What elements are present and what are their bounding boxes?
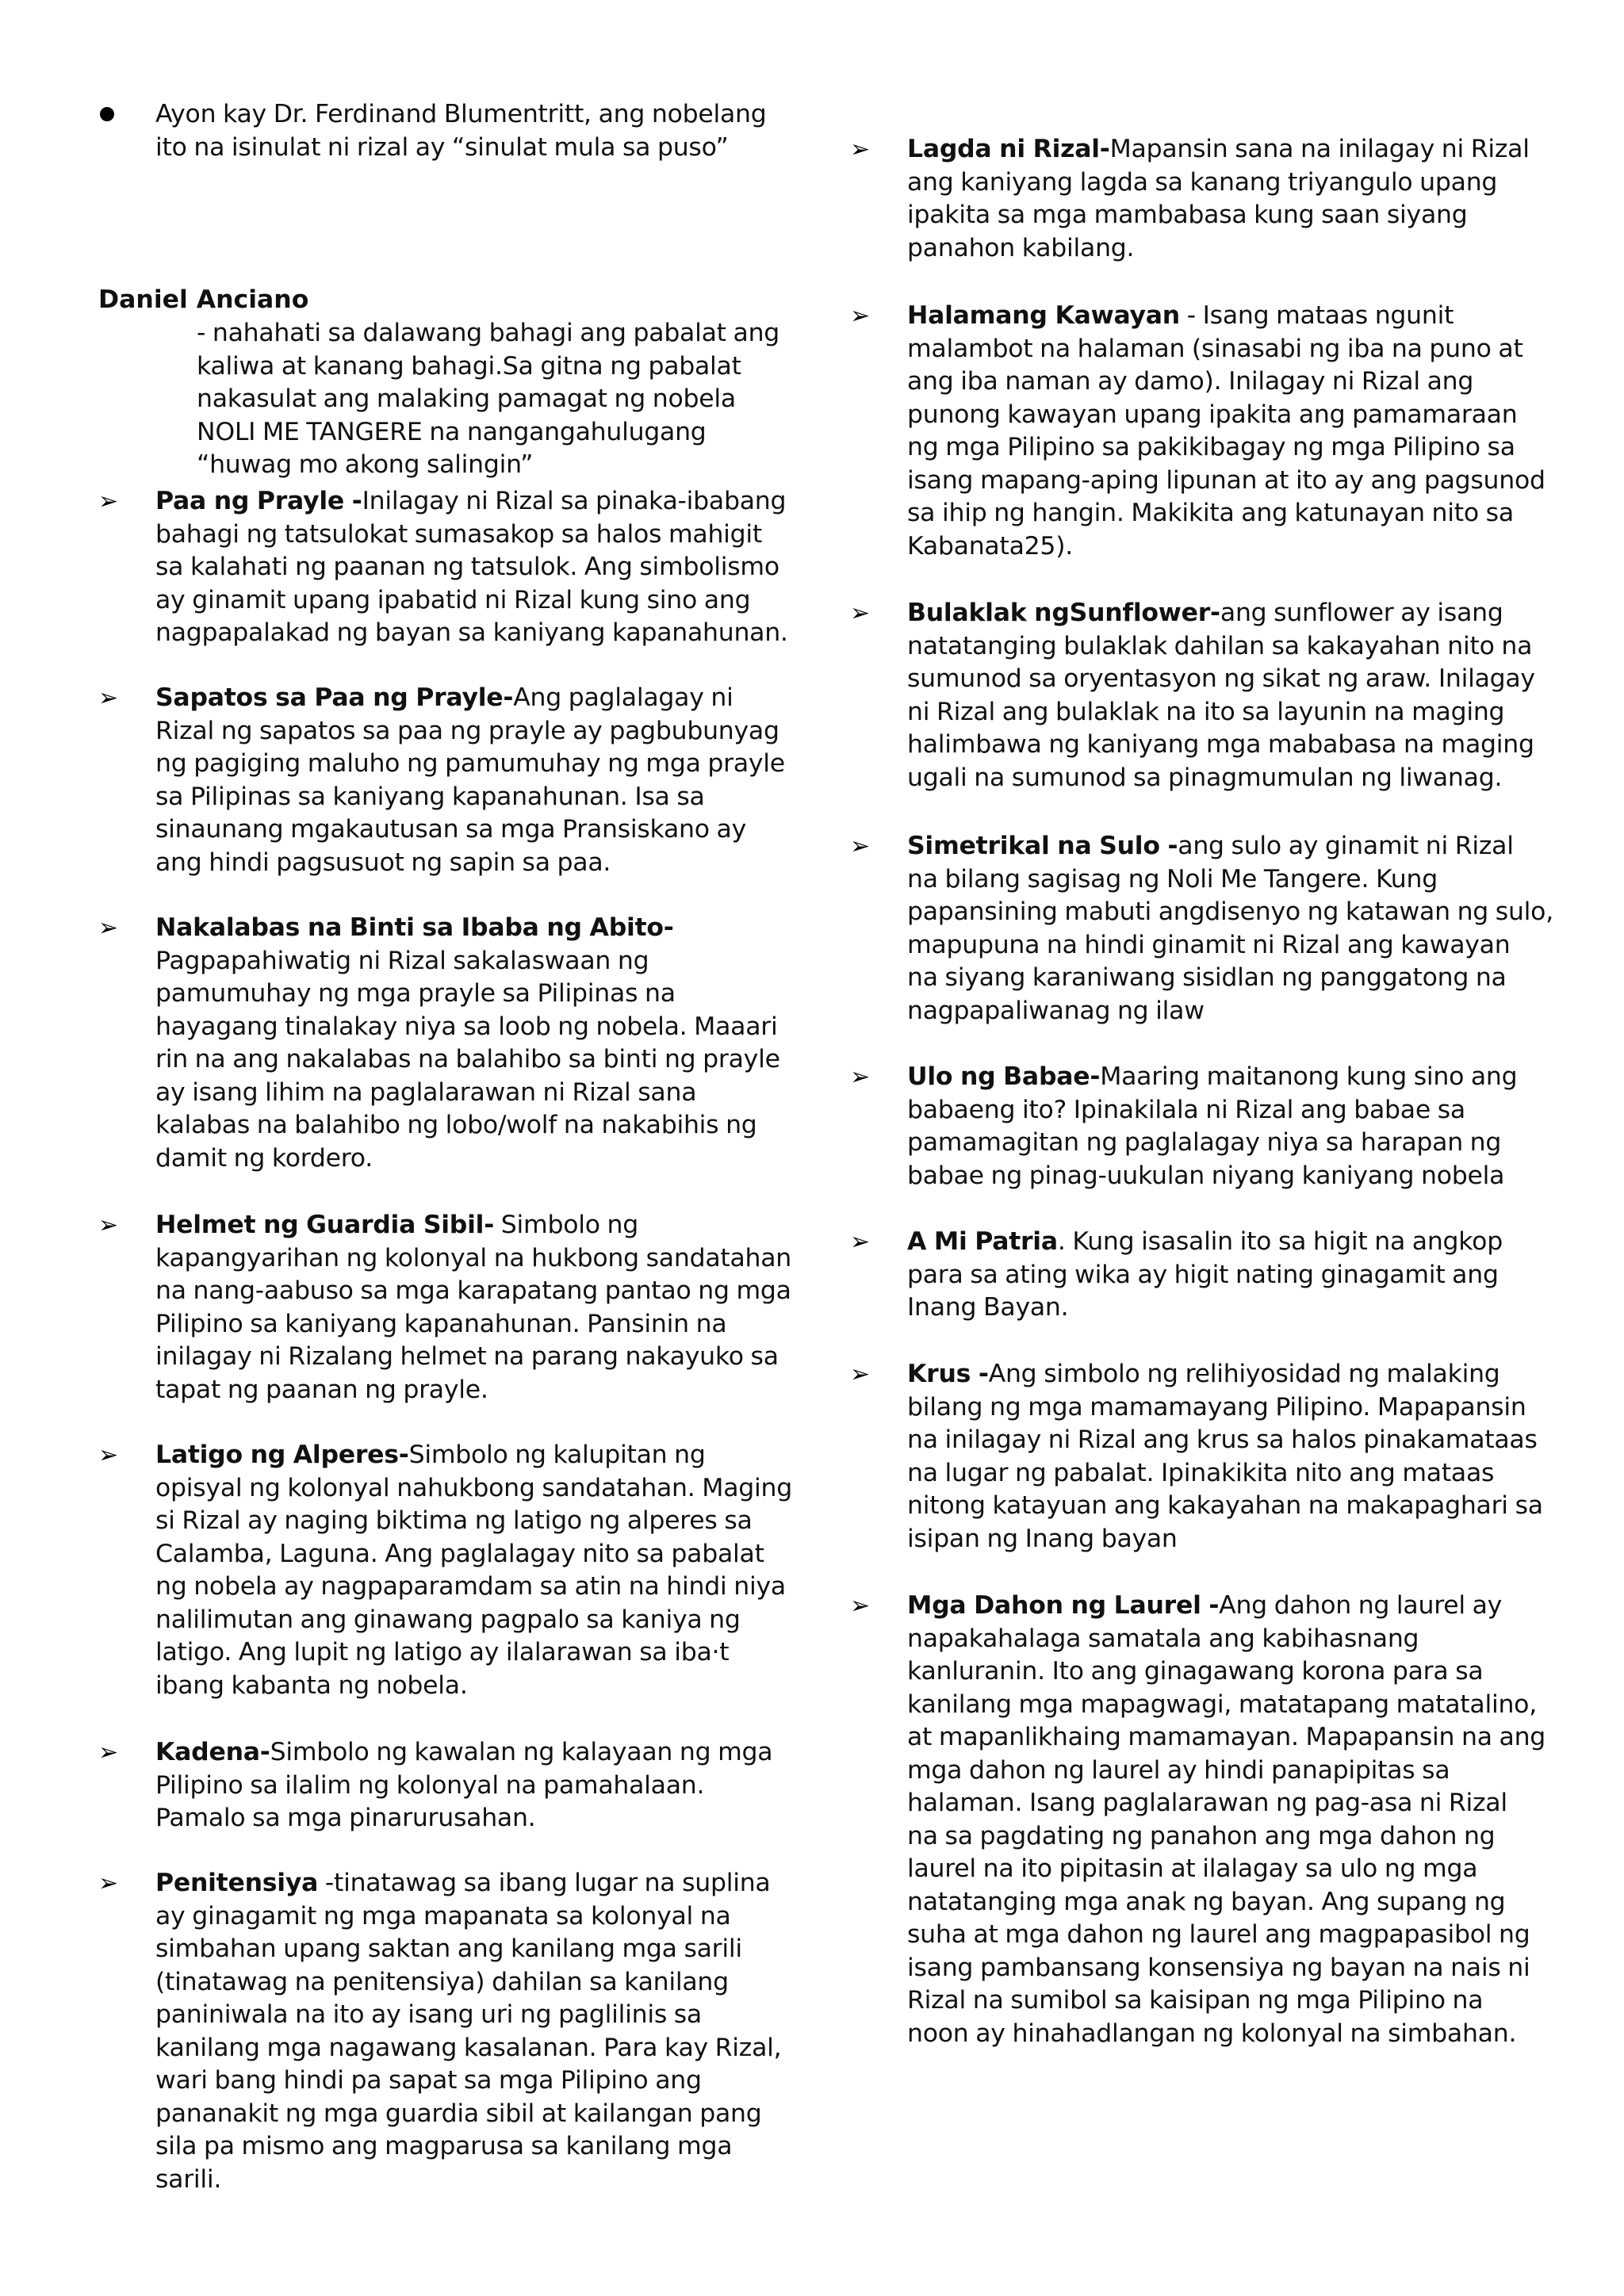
- item-line: kanilang mga nagawang kasalanan. Para kay Rizal,: [155, 2033, 782, 2062]
- item-line: papansining mabuti angdisenyo ng katawan ng sulo,: [907, 897, 1553, 926]
- item-line: -tinatawag sa ibang lugar na suplina: [318, 1869, 771, 1897]
- arrow-bullet-icon: ➢: [850, 302, 871, 330]
- item-line: tapat ng paanan ng prayle.: [155, 1375, 488, 1404]
- item-line: mga dahon ng laurel ay hindi panapipitas sa: [907, 1755, 1450, 1785]
- item-label: Ulo ng Babae-: [907, 1062, 1101, 1091]
- arrow-bullet-icon: ➢: [98, 684, 119, 712]
- arrow-bullet-icon: ➢: [98, 1739, 119, 1766]
- item-line: babaeng ito? Ipinakilala ni Rizal ang babae sa: [907, 1095, 1465, 1124]
- item-line: ang sulo ay ginamit ni Rizal: [1178, 832, 1514, 860]
- item-line: na nang-aabuso sa mga karapatang pantao ng mga: [155, 1276, 791, 1305]
- author-line: kaliwa at kanang bahagi.Sa gitna ng pabalat: [197, 351, 741, 381]
- item-line: Ang paglalagay ni: [513, 683, 733, 712]
- item-line: isang mapang-aping lipunan at ito ay ang pagsunod: [907, 465, 1545, 495]
- item-line: ng nobela ay nagpaparamdam sa atin na hindi niya: [155, 1572, 786, 1601]
- item-label: Krus -: [907, 1360, 989, 1388]
- item-line: rin na ang nakalabas na balahibo sa binti ng prayle: [155, 1045, 780, 1073]
- author-line: - nahahati sa dalawang bahagi ang pabalat ang: [197, 319, 780, 347]
- item-line: Maaring maitanong kung sino ang: [1100, 1062, 1518, 1091]
- list-item: [907, 597, 1535, 794]
- item-line: sumunod sa oryentasyon ng sikat ng araw. Inilagay: [907, 664, 1535, 693]
- item-label: Latigo ng Alperes-: [155, 1441, 409, 1469]
- item-line: pamamagitan ng paglalagay niya sa harapan ng: [907, 1128, 1502, 1157]
- item-line: sa kalahati ng paanan ng tatsulok. Ang simbolismo: [155, 553, 779, 581]
- list-item: [155, 1209, 791, 1406]
- item-line: nagpapalakad ng bayan sa kaniyang kapanahunan.: [155, 618, 788, 647]
- arrow-bullet-icon: ➢: [98, 914, 119, 942]
- item-line: nalilimutan ang ginawang pagpalo sa kaniya ng: [155, 1605, 741, 1634]
- item-line: ang kaniyang lagda sa kanang triyangulo upang: [907, 167, 1498, 197]
- item-line: isipan ng Inang bayan: [907, 1524, 1178, 1553]
- item-line: panahon kabilang.: [907, 233, 1135, 262]
- item-line: Pilipino sa kaniyang kapanahunan. Pansinin na: [155, 1309, 727, 1338]
- intro-paragraph: [155, 98, 766, 164]
- item-line: hayagang tinalakay niya sa loob ng nobela. Maaari: [155, 1012, 778, 1041]
- list-item: [907, 300, 1545, 563]
- item-line: ay ginagamit ng mga mapanata sa kolonyal na: [155, 1901, 731, 1931]
- item-line: sinaunang mgakautusan sa mga Pransiskano ay: [155, 815, 746, 844]
- item-line: Rizal ng sapatos sa paa ng prayle ay pagbubunyag: [155, 716, 779, 745]
- item-line: na inilagay ni Rizal ang krus sa halos pinakamataas: [907, 1425, 1538, 1454]
- item-line: paniniwala na ito ay isang uri ng paglilinis sa: [155, 2000, 702, 2029]
- item-line: pamumuhay ng mga prayle sa Pilipinas na: [155, 979, 676, 1008]
- author-name: Daniel Anciano: [98, 285, 309, 314]
- item-line: babae ng pinag-uukulan niyang kaniyang nobela: [907, 1161, 1505, 1190]
- item-line: opisyal ng kolonyal nahukbong sandatahan. Maging: [155, 1473, 792, 1502]
- item-line: sa Pilipinas sa kaniyang kapanahunan. Isa sa: [155, 782, 705, 811]
- item-line: bahagi ng tatsulokat sumasakop sa halos mahigit: [155, 519, 763, 549]
- arrow-bullet-icon: ➢: [850, 1360, 871, 1388]
- list-item: [155, 912, 780, 1175]
- item-line: na siyang karaniwang sisidlan ng panggatong na: [907, 963, 1507, 992]
- item-label: Penitensiya: [155, 1869, 319, 1897]
- item-line: noon ay hinahadlangan ng kolonyal na simbahan.: [907, 2019, 1517, 2048]
- item-line: ay ginamit upang ipabatid ni Rizal kung sino ang: [155, 585, 751, 614]
- list-item: [907, 1061, 1517, 1192]
- item-line: Ang dahon ng laurel ay: [1219, 1591, 1503, 1620]
- item-label: A Mi Patria: [907, 1227, 1058, 1256]
- item-line: kanilang mga mapagwagi, matatapang matatalino,: [907, 1689, 1537, 1719]
- list-item: [155, 1867, 781, 2196]
- item-line: ng mga Pilipino sa pakikibagay ng mga Pilipino sa: [907, 433, 1515, 461]
- item-line: kapangyarihan ng kolonyal na hukbong sandatahan: [155, 1243, 792, 1272]
- item-label: Sapatos sa Paa ng Prayle-: [155, 683, 514, 712]
- item-label: Nakalabas na Binti sa Ibaba ng Abito-: [155, 913, 674, 942]
- arrow-bullet-icon: ➢: [850, 599, 871, 627]
- arrow-bullet-icon: ➢: [850, 1592, 871, 1620]
- arrow-bullet-icon: ➢: [850, 1228, 871, 1256]
- item-line: para sa ating wika ay higit nating ginagamit ang: [907, 1260, 1499, 1289]
- item-line: Ang simbolo ng relihiyosidad ng malaking: [988, 1360, 1500, 1388]
- item-line: (tinatawag na penitensiya) dahilan sa kanilang: [155, 1967, 729, 1996]
- item-line: ugali na sumunod sa pinagmumulan ng liwanag.: [907, 763, 1503, 792]
- item-line: nitong katayuan ang kakayahan na makapaghari sa: [907, 1491, 1543, 1520]
- item-line: mapupuna na hindi ginamit ni Rizal ang kawayan: [907, 930, 1511, 959]
- item-line: kanluranin. Ito ang ginagawang korona para sa: [907, 1657, 1484, 1686]
- item-line: sa ihip ng hangin. Makikita ang katunayan nito sa: [907, 499, 1514, 527]
- author-line: “huwag mo akong salingin”: [197, 450, 534, 479]
- arrow-bullet-icon: ➢: [850, 136, 871, 163]
- item-line: Pagpapahiwatig ni Rizal sakalaswaan ng: [155, 946, 649, 975]
- author-description: [197, 317, 779, 482]
- item-line: ay isang lihim na paglalarawan ni Rizal sana: [155, 1077, 697, 1107]
- item-label: Bulaklak ngSunflower-: [907, 599, 1220, 627]
- item-line: Simbolo ng: [494, 1211, 638, 1239]
- arrow-bullet-icon: ➢: [850, 832, 871, 860]
- item-line: kalabas na balahibo ng lobo/wolf na nakabihis ng: [155, 1111, 757, 1139]
- item-line: . Kung isasalin ito sa higit na angkop: [1057, 1227, 1503, 1256]
- item-line: ang sunflower ay isang: [1220, 599, 1503, 627]
- item-line: - Isang mataas ngunit: [1179, 301, 1454, 330]
- item-line: wari bang hindi pa sapat sa mga Pilipino ang: [155, 2066, 702, 2095]
- item-line: Kabanata25).: [907, 531, 1074, 561]
- intro-line: Ayon kay Dr. Ferdinand Blumentritt, ang nobelang: [155, 100, 767, 128]
- arrow-bullet-icon: ➢: [850, 1063, 871, 1091]
- item-line: suha at mga dahon ng laurel ang magpapasibol ng: [907, 1920, 1530, 1949]
- item-line: ibang kabanta ng nobela.: [155, 1670, 468, 1700]
- arrow-bullet-icon: ➢: [98, 488, 119, 515]
- list-item: [907, 1590, 1545, 2050]
- list-item: [907, 133, 1530, 265]
- list-item: [155, 1736, 772, 1835]
- bullet-dot-icon: [100, 107, 114, 121]
- item-line: napakahalaga samatala ang kabihasnang: [907, 1624, 1419, 1653]
- item-line: ang hindi pagsusuot ng sapin sa paa.: [155, 848, 611, 877]
- item-line: halimbawa ng kaniyang mga mababasa na maging: [907, 730, 1534, 759]
- item-line: ni Rizal ang bulaklak na ito sa layunin na maging: [907, 697, 1505, 726]
- item-line: si Rizal ay naging biktima ng latigo ng alperes sa: [155, 1506, 753, 1535]
- item-line: pananakit ng mga guardia sibil at kailangan pang: [155, 2099, 762, 2128]
- author-line: NOLI ME TANGERE na nangangahulugang: [197, 417, 707, 446]
- item-line: damit ng kordero.: [155, 1143, 373, 1173]
- item-line: Pilipino sa ilalim ng kolonyal na pamahalaan.: [155, 1770, 705, 1800]
- item-line: Mapansin sana na inilagay ni Rizal: [1109, 135, 1530, 163]
- intro-line: ito na isinulat ni rizal ay “sinulat mula sa puso”: [155, 132, 729, 162]
- list-item: [155, 1439, 792, 1702]
- item-line: at mapanlikhaing mamamayan. Mapapansin na ang: [907, 1723, 1546, 1751]
- list-item: [907, 830, 1553, 1027]
- item-line: na bilang sagisag ng Noli Me Tangere. Kung: [907, 864, 1438, 894]
- item-label: Mga Dahon ng Laurel -: [907, 1591, 1220, 1620]
- item-line: simbahan upang saktan ang kanilang mga sarili: [155, 1934, 742, 1963]
- item-line: halaman. Isang paglalarawan ng pag-asa ni Rizal: [907, 1789, 1507, 1817]
- arrow-bullet-icon: ➢: [98, 1211, 119, 1239]
- arrow-bullet-icon: ➢: [98, 1869, 119, 1897]
- item-line: Rizal na sumibol sa kaisipan ng mga Pilipino na: [907, 1986, 1484, 2015]
- item-line: laurel na ito pipitasin at ilalagay sa ulo ng mga: [907, 1854, 1478, 1883]
- item-line: Simbolo ng kawalan ng kalayaan ng mga: [270, 1738, 773, 1766]
- item-line: Inilagay ni Rizal sa pinaka-ibabang: [362, 487, 787, 515]
- item-line: Simbolo ng kalupitan ng: [408, 1441, 706, 1469]
- item-label: Paa ng Prayle -: [155, 487, 362, 515]
- item-line: isang pambansang konsensiya ng bayan na nais ni: [907, 1953, 1530, 1982]
- list-item: [907, 1358, 1543, 1556]
- item-line: na lugar ng pabalat. Ipinakikita nito ang mataas: [907, 1458, 1495, 1487]
- item-line: natatanging bulaklak dahilan sa kakayahan nito na: [907, 631, 1533, 660]
- item-line: sila pa mismo ang magparusa sa kanilang mga: [155, 2132, 733, 2160]
- item-label: Halamang Kawayan: [907, 301, 1180, 330]
- item-line: punong kawayan upang ipakita ang pamamaraan: [907, 400, 1518, 429]
- item-line: Calamba, Laguna. Ang paglalagay nito sa pabalat: [155, 1539, 764, 1568]
- item-line: malambot na halaman (sinasabi ng iba na puno at: [907, 334, 1523, 363]
- item-line: ipakita sa mga mambabasa kung saan siyang: [907, 201, 1468, 229]
- item-line: ng pagiging maluho ng pamumuhay ng mga prayle: [155, 749, 785, 778]
- item-label: Helmet ng Guardia Sibil-: [155, 1211, 495, 1239]
- list-item: [155, 485, 788, 650]
- list-item: [155, 682, 785, 879]
- item-label: Kadena-: [155, 1738, 270, 1766]
- item-line: natatanging mga anak ng bayan. Ang supang ng: [907, 1887, 1506, 1916]
- item-label: Simetrikal na Sulo -: [907, 832, 1178, 860]
- item-line: inilagay ni Rizalang helmet na parang nakayuko sa: [155, 1342, 779, 1371]
- item-line: sarili.: [155, 2164, 222, 2194]
- list-item: [907, 1226, 1503, 1325]
- item-line: latigo. Ang lupit ng latigo ay ilalarawan sa iba·t: [155, 1638, 730, 1667]
- item-line: ang iba naman ay damo). Inilagay ni Rizal ang: [907, 367, 1474, 396]
- item-line: bilang ng mga mamamayang Pilipino. Mapapansin: [907, 1392, 1526, 1422]
- arrow-bullet-icon: ➢: [98, 1441, 119, 1469]
- item-line: Inang Bayan.: [907, 1293, 1069, 1322]
- author-line: nakasulat ang malaking pamagat ng nobela: [197, 385, 736, 413]
- item-line: nagpapaliwanag ng ilaw: [907, 996, 1205, 1025]
- item-label: Lagda ni Rizal-: [907, 135, 1110, 163]
- item-line: na sa pagdating ng panahon ang mga dahon ng: [907, 1821, 1496, 1850]
- item-line: Pamalo sa mga pinarurusahan.: [155, 1804, 536, 1832]
